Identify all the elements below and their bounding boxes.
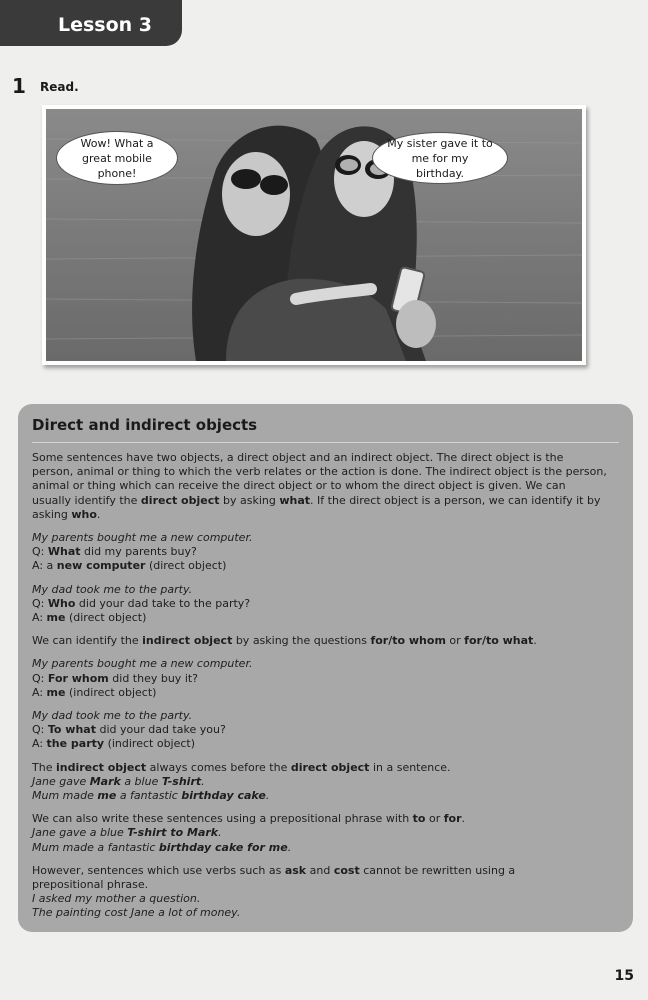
text-segment: A: a (32, 559, 57, 573)
text-segment: . (461, 812, 466, 826)
text-line (32, 812, 619, 826)
text-line (32, 841, 619, 855)
text-segment: . (287, 840, 292, 854)
text-line (32, 508, 619, 522)
text-line (32, 672, 619, 686)
text-segment: T-shirt (161, 774, 202, 788)
text-segment: Jane gave (32, 774, 90, 788)
text-line (32, 892, 619, 906)
lesson-tab (0, 0, 182, 46)
text-line (32, 775, 619, 789)
text-segment: A: (32, 685, 47, 699)
text-segment: (direct object) (65, 611, 147, 625)
text-segment: by asking (219, 493, 280, 507)
text-line (32, 559, 619, 573)
lesson-title: Lesson 3 (58, 14, 153, 36)
speech-bubble-right (372, 132, 508, 184)
photo-two-girls-with-phone (42, 105, 586, 365)
text-segment: . If the direct object is a person, we can identify it by (310, 493, 601, 507)
text-segment: cannot be rewritten using a (359, 863, 516, 877)
text-segment: or (425, 812, 444, 826)
text-line (32, 531, 619, 545)
text-segment: Some sentences have two objects, a direct object and an indirect object. The direct object is the (32, 451, 564, 464)
text-line (32, 583, 619, 597)
panel-title: Direct and indirect objects (32, 416, 619, 443)
text-segment: prepositional phrase. (32, 878, 149, 892)
example-indirect-to-what (32, 709, 619, 752)
text-segment: indirect object (142, 634, 233, 648)
text-segment: direct object (290, 760, 370, 774)
text-line (32, 709, 619, 723)
text-segment: did my parents buy? (80, 545, 197, 559)
text-segment: My dad took me to the party. (32, 709, 193, 723)
text-line (32, 451, 619, 465)
text-segment: asking (32, 507, 72, 521)
speech-bubble-right-text: My sister gave it to me for my birthday. (387, 136, 493, 180)
example-direct-who (32, 583, 619, 626)
text-segment: or (445, 634, 465, 648)
exercise-number: 1 (12, 74, 26, 98)
text-segment: (direct object) (145, 559, 227, 573)
text-segment: . (218, 826, 222, 840)
text-segment: (indirect object) (65, 685, 157, 699)
text-segment: indirect object (55, 760, 147, 774)
text-segment: ask (284, 863, 307, 877)
text-segment: in a sentence. (369, 760, 451, 774)
text-segment: However, sentences which use verbs such as (32, 863, 285, 877)
text-segment: to (412, 812, 426, 826)
text-segment: and (306, 863, 334, 877)
speech-bubble-left-text: Wow! What a great mobile phone! (80, 136, 154, 180)
text-line (32, 906, 619, 920)
text-segment: My parents bought me a new computer. (32, 531, 253, 545)
text-segment: . (96, 507, 101, 521)
text-segment: My parents bought me a new computer. (32, 657, 253, 671)
example-direct-what (32, 531, 619, 574)
text-line (32, 789, 619, 803)
text-segment: birthday cake (181, 789, 266, 803)
text-segment: The painting cost Jane a lot of money. (32, 906, 241, 920)
text-segment: the party (46, 737, 105, 751)
text-line (32, 686, 619, 700)
text-segment: cost (333, 863, 360, 877)
text-segment: We can identify the (32, 634, 143, 648)
text-segment: Mum made a fantastic (32, 840, 159, 854)
text-segment: (indirect object) (104, 737, 196, 751)
text-segment: new computer (56, 559, 146, 573)
text-segment: What (47, 545, 81, 559)
text-segment: a fantastic (116, 789, 182, 803)
text-line (32, 826, 619, 840)
text-segment: The (32, 760, 56, 774)
text-segment: For whom (47, 671, 109, 685)
text-segment: Jane gave a blue (32, 826, 128, 840)
text-segment: Q: (32, 596, 48, 610)
text-segment: animal or thing which can receive the direct object or to whom the direct object is given. We can (32, 479, 566, 493)
text-line (32, 878, 619, 892)
grammar-panel (18, 404, 633, 932)
page-number: 15 (614, 968, 634, 984)
text-segment: for/to whom (370, 634, 446, 648)
text-line (32, 494, 619, 508)
text-segment: person, animal or thing to which the verb relates or the action is done. The indirect object is the person, (32, 465, 607, 479)
text-segment: for/to what (464, 634, 534, 648)
text-segment: did your dad take you? (95, 723, 226, 737)
text-line (32, 479, 619, 493)
text-segment: Q: (32, 723, 48, 737)
text-segment: We can also write these sentences using a prepositional phrase with (32, 812, 413, 826)
text-segment: me (97, 789, 117, 803)
text-segment: A: (32, 611, 47, 625)
intro-paragraph (32, 451, 619, 522)
text-segment: . (201, 774, 205, 788)
text-line (32, 597, 619, 611)
text-segment: usually identify the (32, 493, 141, 507)
text-segment: To what (47, 723, 96, 737)
text-segment: A: (32, 737, 47, 751)
text-segment: by asking the questions (232, 634, 371, 648)
prepositional-phrase-rule (32, 812, 619, 855)
text-segment: for (443, 812, 462, 826)
text-line (32, 545, 619, 559)
text-segment: Who (47, 596, 76, 610)
text-line (32, 465, 619, 479)
text-segment: T-shirt to Mark (127, 826, 219, 840)
text-segment: did they buy it? (108, 671, 199, 685)
text-segment: what (279, 493, 311, 507)
text-segment: . (265, 789, 270, 803)
text-segment: Mum made (32, 789, 98, 803)
text-segment: did your dad take to the party? (75, 596, 251, 610)
text-segment: direct object (140, 493, 220, 507)
text-segment: . (533, 634, 537, 648)
text-segment: who (71, 507, 97, 521)
text-segment: a blue (120, 774, 162, 788)
speech-bubble-left (56, 131, 178, 185)
text-segment: My dad took me to the party. (32, 582, 193, 596)
text-line (32, 611, 619, 625)
indirect-intro-paragraph (32, 634, 619, 648)
text-line (32, 723, 619, 737)
text-line (32, 657, 619, 671)
text-segment: me (46, 685, 66, 699)
text-segment: Mark (89, 774, 121, 788)
text-segment: me (46, 611, 66, 625)
exception-rule (32, 864, 619, 921)
word-order-rule (32, 761, 619, 804)
exercise-instruction: Read. (40, 80, 79, 94)
text-segment: Q: (32, 545, 48, 559)
text-segment: always comes before the (146, 760, 291, 774)
text-line (32, 761, 619, 775)
text-segment: I asked my mother a question. (32, 892, 201, 906)
example-indirect-for-whom (32, 657, 619, 700)
text-line (32, 864, 619, 878)
text-segment: birthday cake for me (158, 840, 288, 854)
text-line (32, 737, 619, 751)
text-segment: Q: (32, 671, 48, 685)
text-line (32, 634, 619, 648)
